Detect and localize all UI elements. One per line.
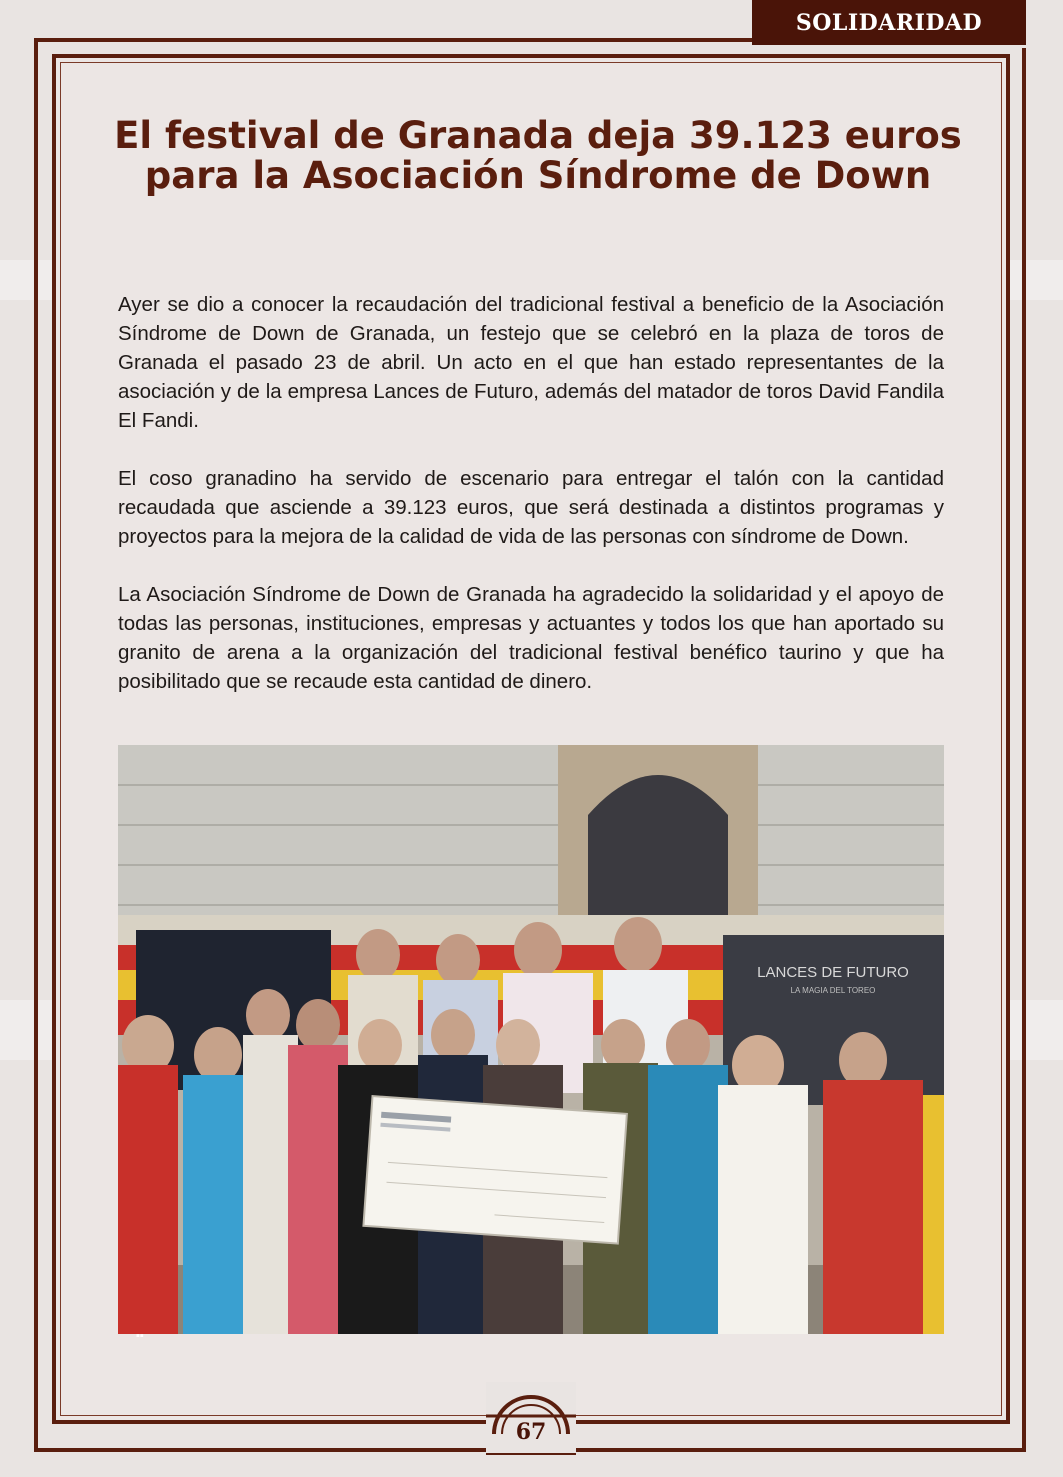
article-paragraph: La Asociación Síndrome de Down de Granada ha agradecido la solidaridad y el apoyo de todas las personas, instituciones, empresas y actuantes y todos los que han aportado su granito de arena a la organización del tradicional festival benéfico taurino y que ha posibilitado que se recaude esta cantidad de dinero. (118, 583, 944, 693)
photo-corner-mark: ▪▪ (136, 1330, 144, 1342)
section-tab (752, 0, 1026, 48)
page-number-badge (486, 1382, 576, 1472)
section-label: SOLIDARIDAD (795, 9, 983, 36)
article-body (118, 290, 944, 725)
article-paragraph: El coso granadino ha servido de escenario para entregar el talón con la cantidad recaudada que asciende a 39.123 euros, que será destinada a distintos programas y proyectos para la mejora de la calidad de vida de las personas con síndrome de Down. (118, 467, 944, 548)
page-number: 67 (515, 1419, 547, 1445)
article-headline: El festival de Granada deja 39.123 euros para la Asociación Síndrome de Down (114, 114, 962, 197)
banner-text: LANCES DE FUTURO (757, 964, 909, 981)
article-photo (118, 745, 944, 1334)
banner-subtext: LA MAGIA DEL TOREO (790, 986, 876, 995)
article-paragraph: Ayer se dio a conocer la recaudación del tradicional festival a beneficio de la Asociación Síndrome de Down de Granada, un festejo que se celebró en la plaza de toros de Granada el pasado 23 de abril. Un acto en el que han estado representantes de la asociación y de la empresa Lances de Futuro, además del matador de toros David Fandila El Fandi. (118, 293, 944, 432)
